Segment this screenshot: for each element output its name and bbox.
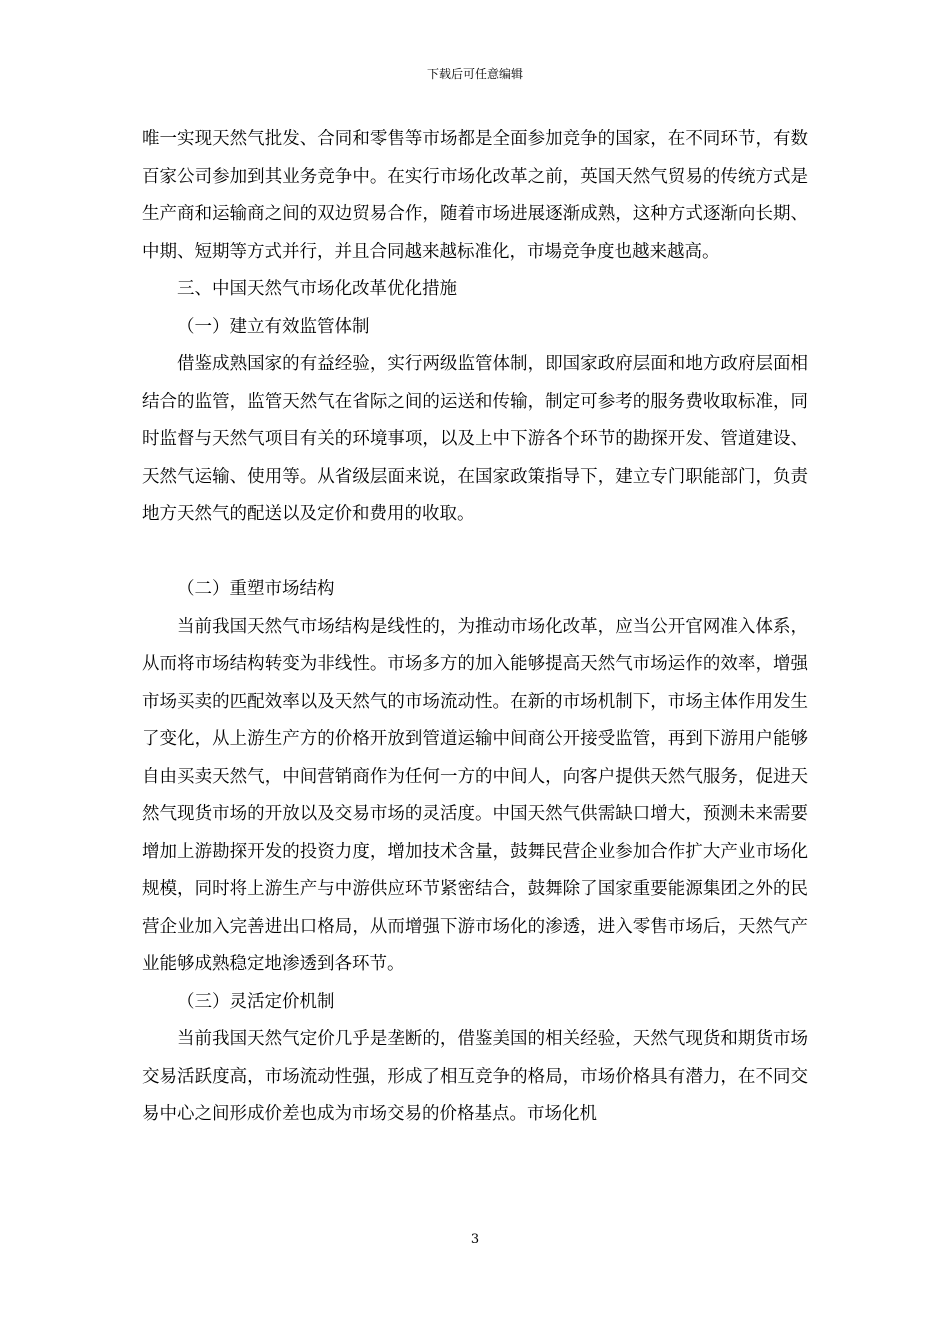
paragraph-uk-market: 唯一实现天然气批发、合同和零售等市场都是全面参加竞争的国家，在不同环节，有数百家公司参加到其业务竞争中。在实行市场化改革之前，英国天然气贸易的传统方式是生产商和运输商之间的双边贸易合作，随着市场进展逐渐成熟，这种方式逐渐向长期、中期、短期等方式并行，并且合同越来越标准化，市場竞争度也越来越高。 (142, 129, 808, 262)
section-heading-3: 三、中国天然气市场化改革优化措施 (177, 279, 457, 299)
page-number: 3 (470, 1232, 480, 1247)
paragraph-regulation: 借鉴成熟国家的有益经验，实行两级监管体制，即国家政府层面和地方政府层面相结合的监管，监管天然气在省际之间的运送和传输，制定可参考的服务费收取标准，同时监督与天然气项目有关的环境事项，以及上中下游各个环节的勘探开发、管道建设、天然气运输、使用等。从省级层面来说，在国家政策指导下，建立专门职能部门，负责地方天然气的配送以及定价和费用的收取。 (142, 354, 808, 524)
subheading-market-structure: （二）重塑市场结构 (177, 579, 335, 599)
blank-line (142, 534, 808, 572)
subheading-regulation: （一）建立有效监管体制 (177, 316, 370, 337)
paragraph-pricing: 当前我国天然气定价几乎是垄断的，借鉴美国的相关经验，天然气现货和期货市场交易活跃度高，市场流动性强，形成了相互竞争的格局，市场价格具有潜力，在不同交易中心之间形成价差也成为市场交易的价格基点。市场化机 (142, 1029, 808, 1124)
document-body (142, 121, 808, 1134)
paragraph-market-structure: 当前我国天然气市场结构是线性的，为推动市场化改革，应当公开官网准入体系，从而将市场结构转变为非线性。市场多方的加入能够提高天然气市场运作的效率，增强市场买卖的匹配效率以及天然气的市场流动性。在新的市场机制下，市场主体作用发生了变化，从上游生产方的价格开放到管道运输中间商公开接受监管，再到下游用户能够自由买卖天然气，中间营销商作为任何一方的中间人，向客户提供天然气服务，促进天然气现货市场的开放以及交易市场的灵活度。中国天然气供需缺口增大，预测未来需要增加上游勘探开发的投资力度，增加技术含量，鼓舞民营企业参加合作扩大产业市场化规模，同时将上游生产与中游供应环节紧密结合，鼓舞除了国家重要能源集团之外的民营企业加入完善进出口格局，从而增强下游市场化的渗透，进入零售市场后，天然气产业能够成熟稳定地渗透到各环节。 (142, 616, 808, 974)
page-header: 下载后可任意编辑 (426, 67, 523, 81)
subheading-pricing: （三）灵活定价机制 (177, 991, 335, 1012)
